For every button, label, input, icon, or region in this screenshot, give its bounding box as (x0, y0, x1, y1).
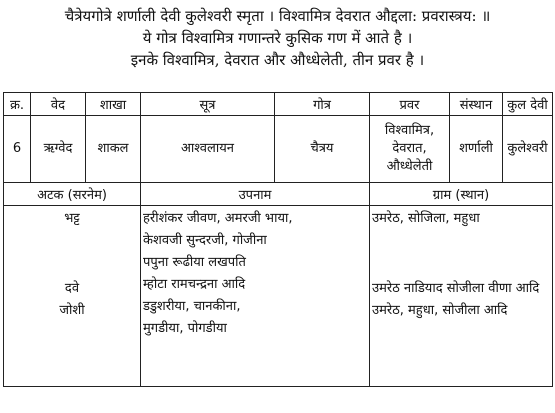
intro-line-1: चैत्रेयगोत्रे शर्णाली देवी कुलेश्वरी स्मृता । विश्वामित्र देवरात औद्दला: प्रवरास्त्रय: ॥ (64, 7, 491, 25)
cell-sutra: आश्वलायन (141, 116, 275, 183)
upnam-cell (141, 206, 370, 387)
intro-line-3: इनके विश्वामित्र, देवरात और औध्धेलेती, तीन प्रवर है । (130, 51, 425, 69)
gram-spacer (372, 230, 550, 278)
upnam-line-5: डडुशरीया, चानकीना, (143, 299, 241, 314)
surname-1: भट्ट (64, 211, 80, 226)
surname-cell (4, 206, 141, 387)
cell-kuldevi: कुलेश्वरी (503, 116, 553, 183)
upnam-line-2: केशवजी सुन्दरजी, गोजीना (143, 233, 267, 248)
upnam-line-6: मुगडीया, पोगडीया (143, 321, 227, 336)
header-sansthan: संस्थान (450, 93, 503, 116)
intro-line-2: ये गोत्र विश्वामित्र गणान्तरे कुसिक गण में आते है । (142, 29, 413, 47)
sub-header-gram: ग्राम (स्थान) (370, 183, 553, 206)
gram-3: उमरेठ, महुधा, सोजीला आदि (372, 303, 508, 318)
pravar-line-1: विश्वामित्र, (384, 123, 435, 138)
cell-sansthan: शर्णाली (450, 116, 503, 183)
gram-2: उमरेठ नाडियाद सोजीला वीणा आदि (372, 281, 540, 296)
pravar-line-3: औध्धेलेती (386, 159, 433, 174)
header-pravar: प्रवर (370, 93, 450, 116)
upnam-line-4: म्होटा रामचन्द्रना आदि (143, 277, 246, 292)
sub-header-surname: अटक (सरनेम) (4, 183, 141, 206)
header-kuldevi: कुल देवी (503, 93, 553, 116)
cell-shakha: शाकल (86, 116, 141, 183)
header-sutra: सूत्र (141, 93, 275, 116)
header-row (4, 93, 553, 116)
header-veda: वेद (31, 93, 86, 116)
body-row (4, 206, 553, 387)
sub-header-row (4, 183, 553, 206)
cell-num: 6 (4, 116, 31, 183)
data-row (4, 116, 553, 183)
gram-1: उमरेठ, सोजिला, महुधा (372, 211, 480, 226)
upnam-line-3: पपुना रूढीया लखपति (143, 255, 246, 270)
upnam-line-1: हरीशंकर जीवण, अमरजी भाया, (143, 211, 293, 226)
cell-pravar (370, 116, 450, 183)
gram-cell (370, 206, 553, 387)
gotra-table (3, 92, 553, 387)
cell-veda: ऋग्वेद (31, 116, 86, 183)
cell-gotra: चैत्रय (275, 116, 370, 183)
surname-spacer (6, 230, 138, 278)
header-shakha: शाखा (86, 93, 141, 116)
header-num: क्र. (4, 93, 31, 116)
pravar-line-2: देवरात, (392, 141, 427, 156)
sub-header-upnam: उपनाम (141, 183, 370, 206)
surname-3: जोशी (59, 303, 85, 318)
surname-2: दवे (64, 281, 80, 296)
header-gotra: गोत्र (275, 93, 370, 116)
intro-block (0, 0, 555, 88)
